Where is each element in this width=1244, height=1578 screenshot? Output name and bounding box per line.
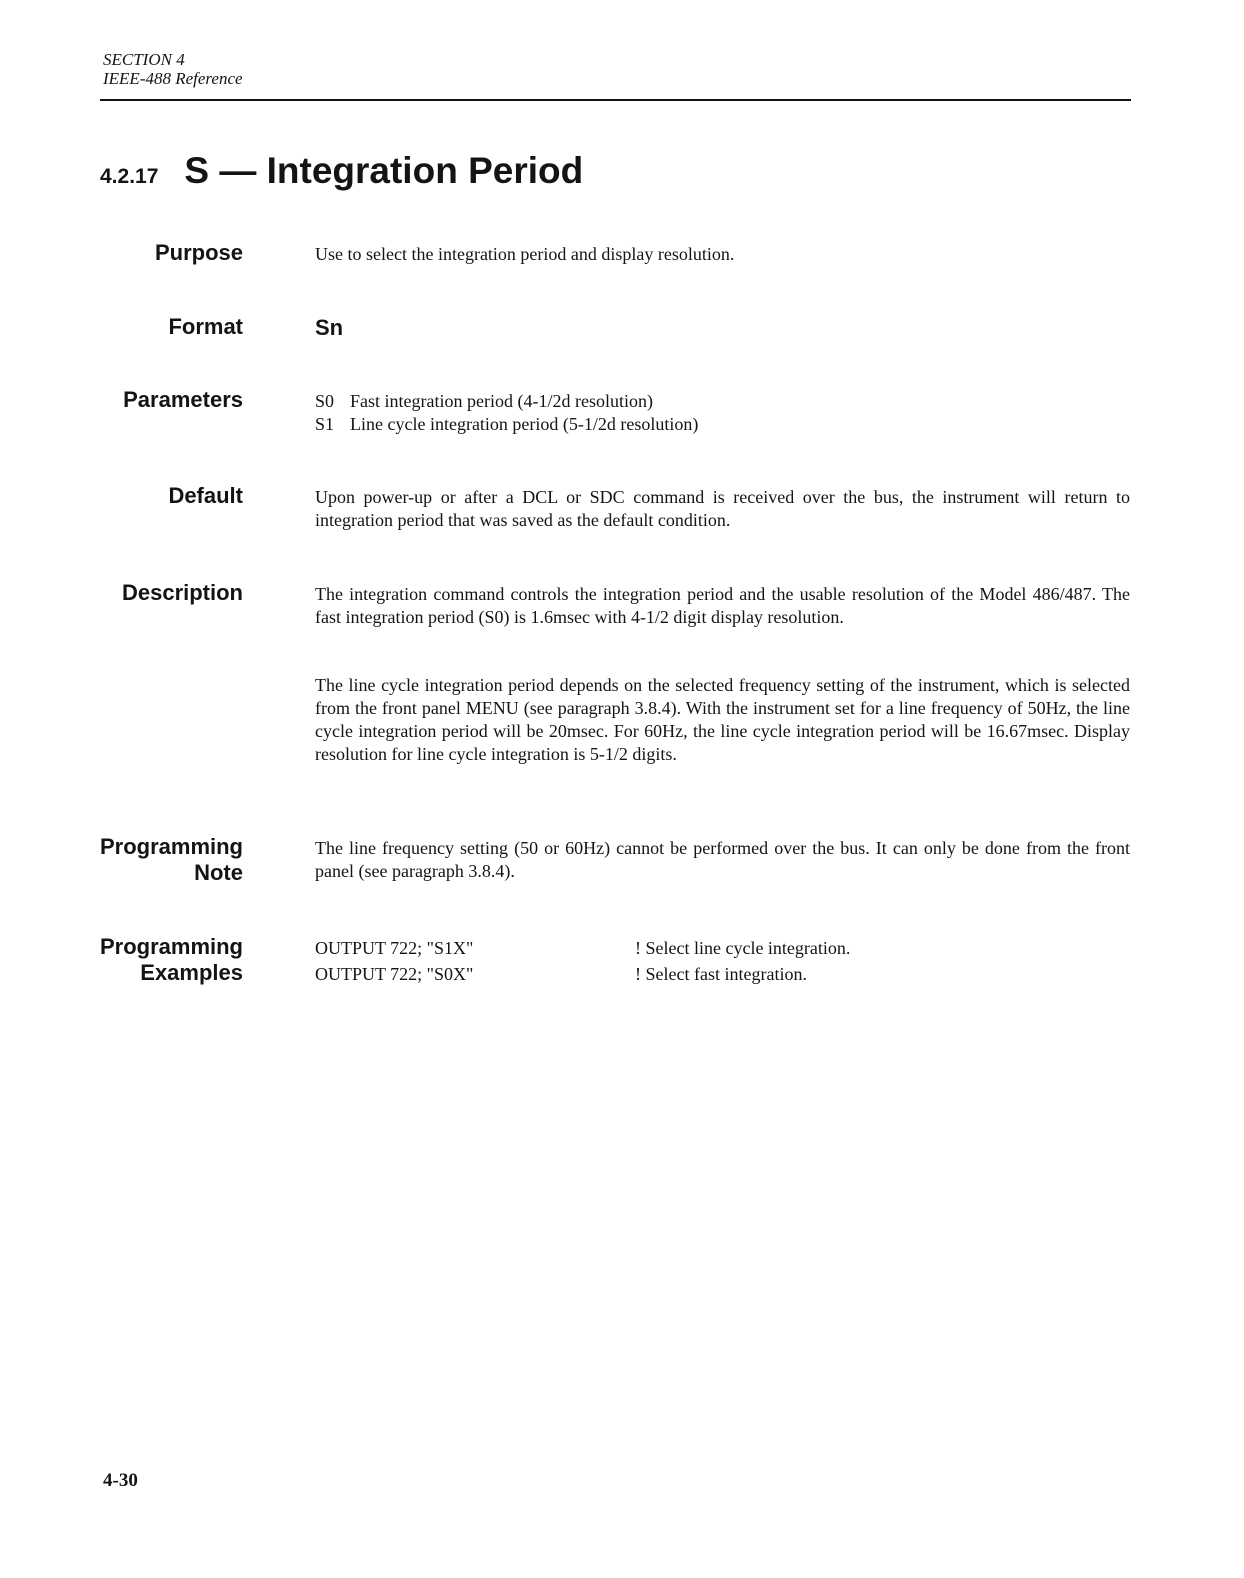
- purpose-text: Use to select the integration period and display resolution.: [315, 244, 735, 264]
- parameter-text: Fast integration period (4-1/2d resolution): [350, 391, 653, 411]
- parameter-code: S0: [315, 391, 335, 411]
- default-label: Default: [168, 483, 243, 508]
- parameters-list: [315, 390, 1130, 436]
- parameter-text: Line cycle integration period (5-1/2d resolution): [350, 414, 699, 434]
- programming-note-text: The line frequency setting (50 or 60Hz) cannot be performed over the bus. It can only be done from the front panel (see paragraph 3.8.4).: [315, 838, 1130, 881]
- page-number: 4-30: [103, 1470, 138, 1491]
- description-paragraph-1: The integration command controls the integration period and the usable resolution of the Model 486/487. The fast integration period (S0) is 1.6msec with 4-1/2 digit display resolution.: [315, 584, 1130, 627]
- parameter-item: [315, 413, 1130, 436]
- default-text: Upon power-up or after a DCL or SDC command is received over the bus, the instrument will return to integration period that was saved as the default condition.: [315, 487, 1130, 530]
- parameters-label: Parameters: [123, 387, 243, 412]
- header-rule: [100, 99, 1131, 101]
- example-code: OUTPUT 722; "S1X": [315, 938, 474, 958]
- example-comment: ! Select fast integration.: [635, 964, 807, 984]
- section-number: 4.2.17: [100, 165, 159, 188]
- description-paragraph-2: The line cycle integration period depends on the selected frequency setting of the instrument, which is selected from the front panel MENU (see paragraph 3.8.4). With the instrument set for a line frequency of 50Hz, the line cycle integration period will be 20msec. For 60Hz, the line cycle integration period will be 16.67msec. Display resolution for line cycle integration is 5-1/2 digits.: [315, 675, 1130, 764]
- parameter-code: S1: [315, 414, 335, 434]
- programming-examples-list: [315, 937, 1130, 989]
- format-label: Format: [168, 314, 243, 339]
- running-header: [103, 50, 243, 88]
- purpose-label: Purpose: [154, 240, 243, 265]
- page-title: [100, 150, 583, 192]
- section-label: SECTION 4: [103, 50, 185, 69]
- section-subtitle: IEEE-488 Reference: [103, 69, 243, 88]
- example-row: [315, 963, 1130, 989]
- example-code: OUTPUT 722; "S0X": [315, 964, 474, 984]
- section-title: S — Integration Period: [184, 150, 584, 191]
- programming-examples-label: Programming Examples: [99, 934, 243, 985]
- example-comment: ! Select line cycle integration.: [635, 938, 851, 958]
- format-code: Sn: [315, 315, 344, 340]
- parameter-item: [315, 390, 1130, 413]
- example-row: [315, 937, 1130, 963]
- programming-note-label: Programming Note: [99, 834, 243, 885]
- description-label: Description: [121, 580, 243, 605]
